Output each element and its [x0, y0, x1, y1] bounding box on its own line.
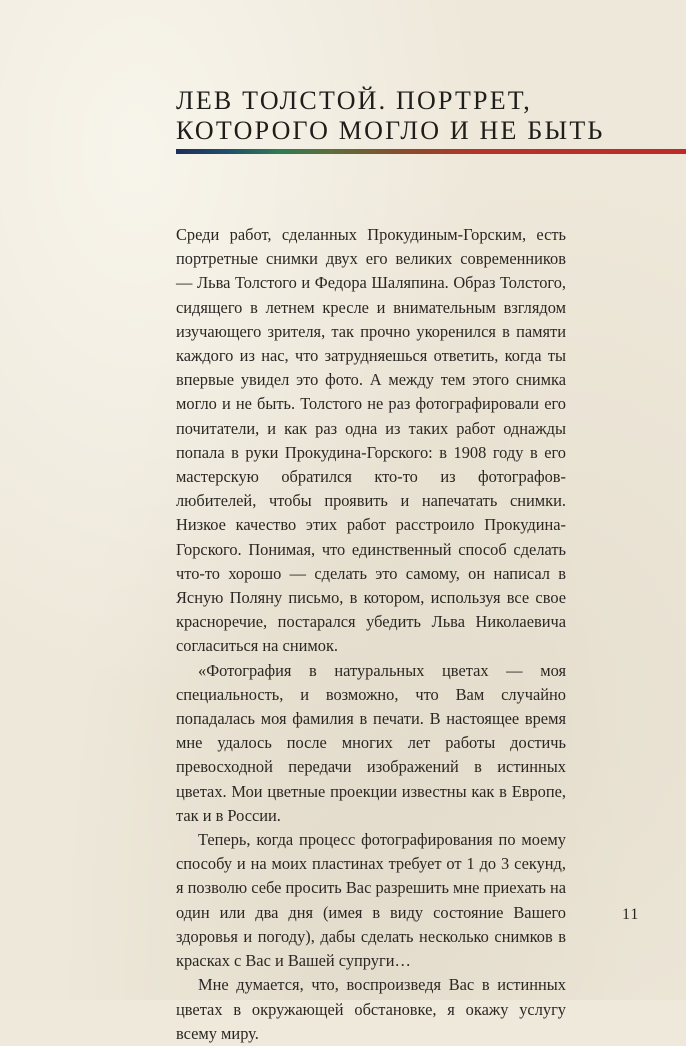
- paragraph-1: Среди работ, сделанных Прокудиным-Горским, есть портретные снимки двух его великих современников — Льва Толстого и Федора Шаляпина. Образ Толстого, сидящего в летнем кресле и внимательным взглядом изучающего зрителя, так прочно укоренился в памяти каждого из нас, что затрудняешься ответить, когда ты впервые увидел это фото. А между тем этого снимка могло и не быть. Толстого не раз фотографировали его почитатели, и как раз одна из таких работ однажды попала в руки Прокудина-Горского: в 1908 году в его мастерскую обратился кто-то из фотографов-любителей, чтобы проявить и напечатать снимки. Низкое качество этих работ расстроило Прокудина-Горского. Понимая, что единственный способ сделать что-то хорошо — сделать это самому, он написал в Ясную Поляну письмо, в котором, используя все свое красноречие, постарался убедить Льва Николаевича согласиться на снимок.: [176, 225, 566, 656]
- title-divider-rule: [176, 149, 686, 154]
- chapter-title-line-2: КОТОРОГО МОГЛО И НЕ БЫТЬ: [176, 116, 605, 145]
- paragraph-2: «Фотография в натуральных цветах — моя специальность, и возможно, что Вам случайно попадалась моя фамилия в печати. В настоящее время мне удалось после многих лет работы достичь превосходной передачи изображений в истинных цветах. Мои цветные проекции известны как в Европе, так и в России.: [176, 660, 566, 825]
- paragraph-3: Теперь, когда процесс фотографирования по моему способу и на моих пластинах требует от 1 до 3 секунд, я позволю себе просить Вас разрешить мне приехать на один или два дня (имея в виду состояние Вашего здоровья и погоду), дабы сделать несколько снимков в красках с Вас и Вашей супруги…: [176, 830, 566, 971]
- body-text: [176, 223, 566, 1046]
- paragraph-4: Мне думается, что, воспроизведя Вас в истинных цветах в окружающей обстановке, я окажу услугу всему миру.: [176, 975, 566, 1043]
- chapter-title: [176, 86, 605, 146]
- page-number: 11: [622, 906, 640, 923]
- chapter-title-line-1: ЛЕВ ТОЛСТОЙ. ПОРТРЕТ,: [176, 86, 532, 115]
